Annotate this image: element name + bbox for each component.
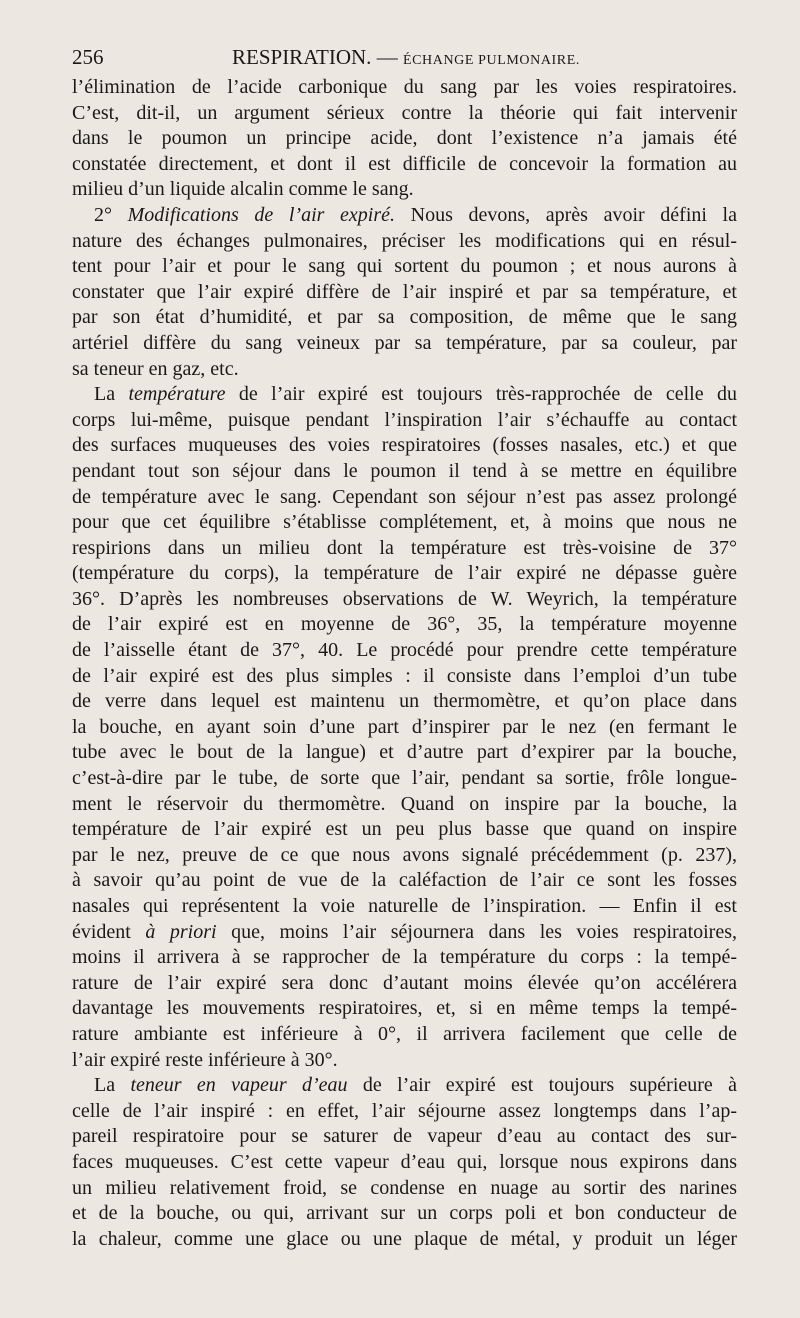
text-line: nasales qui représentent la voie naturelle de l’inspiration. — Enfin il est — [72, 895, 737, 917]
text-line: sa teneur en gaz, etc. — [72, 357, 239, 380]
text-line: l’élimination de l’acide carbonique du sang par les voies respiratoires. — [72, 76, 737, 98]
title-dash: — — [376, 45, 398, 69]
page-number: 256 — [72, 45, 104, 69]
text-line: (température du corps), la température de l’air expiré ne dépasse guère — [72, 562, 737, 585]
text-run: de l’air expiré est toujours très-rapprochée de celle du — [225, 383, 738, 406]
text-run: Nous devons, après avoir défini la — [395, 203, 737, 226]
text-line: pendant tout son séjour dans le poumon il tend à se mettre en équilibre — [72, 459, 737, 482]
text-line: nature des échanges pulmonaires, préciser les modifications qui en résul- — [72, 229, 737, 252]
text-line: des surfaces muqueuses des voies respiratoires (fosses nasales, etc.) et que — [72, 434, 737, 457]
body-text — [72, 75, 737, 1252]
text-line: rature ambiante est inférieure à 0°, il arrivera facilement que celle de — [72, 1022, 737, 1045]
italic-term: teneur en vapeur d’eau — [130, 1074, 348, 1097]
text-line: constatée directement, et dont il est difficile de concevoir la formation au — [72, 152, 737, 175]
text-line: à savoir qu’au point de vue de la caléfaction de l’air ce sont les fosses — [72, 869, 737, 892]
text-line: de température avec le sang. Cependant son séjour n’est pas assez prolongé — [72, 485, 737, 508]
text-line — [72, 382, 737, 408]
text-line: de l’air expiré est en moyenne de 36°, 35, la température moyenne — [72, 613, 737, 636]
text-line — [72, 1073, 737, 1099]
text-line: respirions dans un milieu dont la température est très-voisine de 37° — [72, 536, 737, 559]
text-line: moins il arrivera à se rapprocher de la température du corps : la tempé- — [72, 946, 737, 969]
text-line: dans le poumon un principe acide, dont l’existence n’a jamais été — [72, 127, 737, 150]
text-line: pareil respiratoire pour se saturer de vapeur d’eau au contact des sur- — [72, 1125, 737, 1148]
text-run: 2° — [94, 203, 128, 226]
text-run: que, moins l’air séjournera dans les voies respiratoires, — [216, 920, 737, 943]
running-title — [232, 40, 580, 78]
text-line: C’est, dit-il, un argument sérieux contre la théorie qui fait intervenir — [72, 101, 737, 124]
text-line: ment le réservoir du thermomètre. Quand on inspire par la bouche, la — [72, 792, 737, 815]
running-header — [72, 40, 737, 74]
text-line: de l’air expiré est des plus simples : il consiste dans l’emploi d’un tube — [72, 664, 737, 687]
text-line: 36°. D’après les nombreuses observations de W. Weyrich, la température — [72, 587, 737, 610]
text-line: c’est-à-dire par le tube, de sorte que l’air, pendant sa sortie, frôle longue- — [72, 767, 737, 790]
text-line: par le nez, preuve de ce que nous avons signalé précédemment (p. 237), — [72, 843, 737, 866]
text-line: milieu d’un liquide alcalin comme le sang. — [72, 178, 414, 201]
text-line: artériel diffère du sang veineux par sa température, par sa couleur, par — [72, 331, 737, 354]
text-line: davantage les mouvements respiratoires, et, si en même temps la tempé- — [72, 997, 737, 1020]
text-run: évident — [72, 920, 146, 943]
text-line: l’air expiré reste inférieure à 30°. — [72, 1048, 338, 1071]
text-line: faces muqueuses. C’est cette vapeur d’eau qui, lorsque nous expirons dans — [72, 1150, 737, 1173]
text-line — [72, 920, 737, 946]
text-line: tube avec le bout de la langue) et d’autre part d’expirer par la bouche, — [72, 741, 737, 764]
text-line: tent pour l’air et pour le sang qui sortent du poumon ; et nous aurons à — [72, 255, 737, 278]
italic-term: à priori — [145, 920, 217, 943]
text-run: La — [94, 1074, 131, 1097]
chapter-title: RESPIRATION. — [232, 45, 372, 69]
text-line — [72, 203, 737, 229]
text-line: celle de l’air inspiré : en effet, l’air séjourne assez longtemps dans l’ap- — [72, 1099, 737, 1122]
text-line: pour que cet équilibre s’établisse complétement, et, à moins que nous ne — [72, 511, 737, 534]
text-line: constater que l’air expiré diffère de l’air inspiré et par sa température, et — [72, 280, 737, 303]
text-line: la bouche, en ayant soin d’une part d’inspirer par le nez (en fermant le — [72, 715, 737, 738]
text-line: et de la bouche, ou qui, arrivant sur un corps poli et bon conducteur de — [72, 1202, 737, 1225]
text-line: la chaleur, comme une glace ou une plaque de métal, y produit un léger — [72, 1227, 737, 1250]
text-line: corps lui-même, puisque pendant l’inspiration l’air s’échauffe au contact — [72, 408, 737, 431]
section-title: ÉCHANGE PULMONAIRE. — [402, 53, 580, 68]
text-line: un milieu relativement froid, se condense en nuage au sortir des narines — [72, 1176, 737, 1199]
text-run: de l’air expiré est toujours supérieure à — [347, 1074, 738, 1097]
text-line: rature de l’air expiré sera donc d’autant moins élevée qu’on accélérera — [72, 971, 737, 994]
text-line: de l’aisselle étant de 37°, 40. Le procédé pour prendre cette température — [72, 639, 737, 662]
text-line: de verre dans lequel est maintenu un thermomètre, et qu’on place dans — [72, 690, 737, 713]
italic-term: Modifications de l’air expiré. — [127, 203, 395, 226]
text-line: par son état d’humidité, et par sa composition, de même que le sang — [72, 306, 737, 329]
text-line: température de l’air expiré est un peu plus basse que quand on inspire — [72, 818, 737, 841]
text-run: La — [94, 383, 129, 406]
italic-term: température — [128, 383, 226, 406]
